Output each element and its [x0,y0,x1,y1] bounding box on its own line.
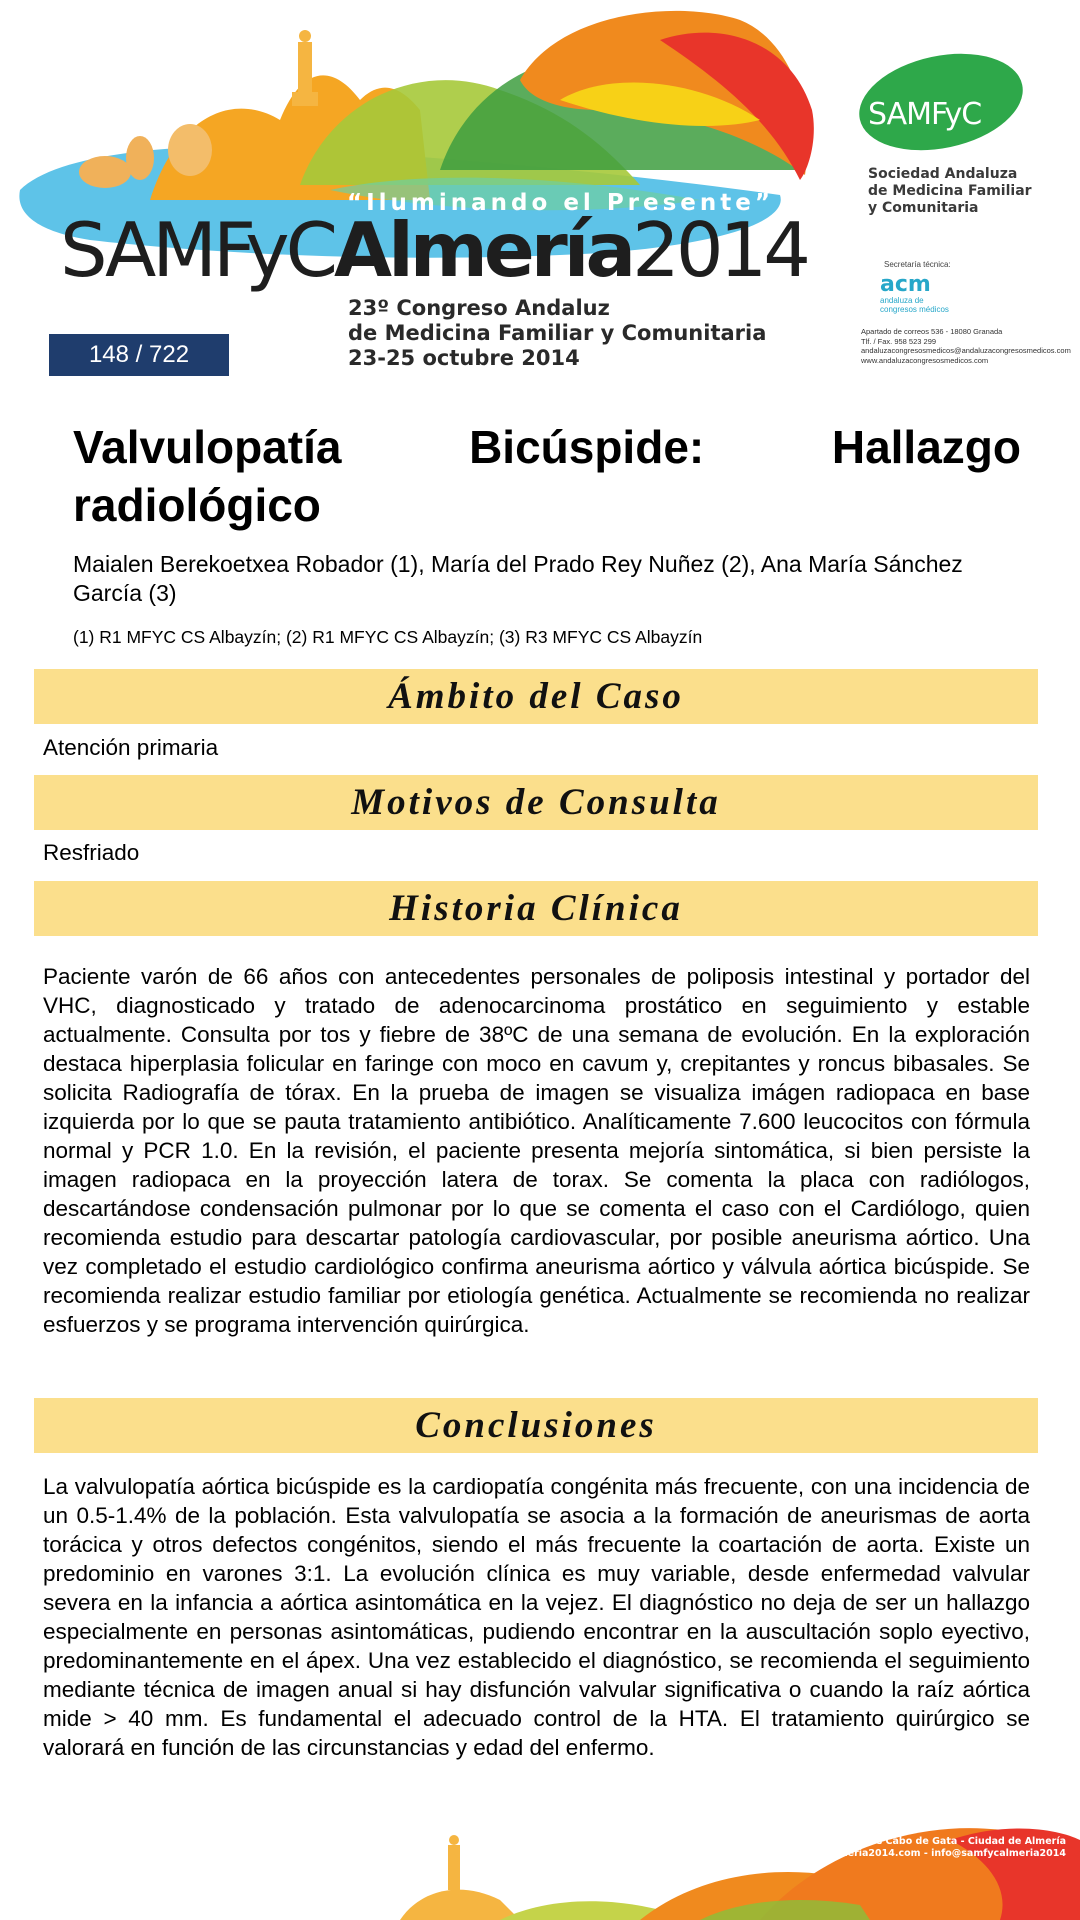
footer-line-2: www.samfycalmeria2014.com - info@samfycalmeria2014 [760,1848,1066,1859]
section-heading-ambito: Ámbito del Caso [34,669,1038,724]
congress-dates: 23-25 octubre 2014 [348,346,580,370]
section-text-historia: Paciente varón de 66 años con antecedentes personales de poliposis intestinal y portador del VHC, diagnosticado y tratado de adenocarcinoma prostático en seguimiento y estable actualmente. Consulta por tos y fiebre de 38ºC de una semana de evolución. En la exploración destaca hiperplasia folicular en faringe con moco en cavum y, crepitantes y roncus bibasales. Se solicita Radiografía de tórax. En la prueba de imagen se visualiza imágen radiopaca en base izquierda por lo que se pauta tratamiento antibiótico. Analíticamente 7.600 leucocitos con fórmula normal y PCR 1.0. En la revisión, el paciente presenta mejoría sintomática, si bien persiste la imagen radiopaca en la proyección latera de torax. Se comenta la placa con radiólogos, descartándose condensación pulmonar por lo que se comenta el caso con el Cardiólogo, quien recomienda estudio para descartar patología cardiovascular, por posible aneurisma aórtico. Una vez completado el estudio cardiológico confirma aneurisma aórtico y válvula aórtica bicúspide. Se recomienda realizar estudio familiar por etiología genética. Actualmente se recomienda no realizar esfuerzos y se programa intervención quirúrgica. [43,964,1030,1337]
contact-phone: Tlf. / Fax. 958 523 299 [861,336,937,346]
congress-tagline: “Iluminando el Presente” [347,190,774,216]
congress-banner [0,0,1080,395]
brand-year: 2014 [632,206,807,294]
secretaria-label: Secretaría técnica: [884,260,951,269]
society-line-1: Sociedad Andaluza [868,166,1018,182]
congress-line-2: de Medicina Familiar y Comunitaria [348,321,767,345]
acm-logo: acm [880,272,931,297]
section-text-ambito: Atención primaria [43,735,219,760]
congress-brand [60,206,807,294]
section-text-conclusiones: La valvulopatía aórtica bicúspide es la cardiopatía congénita más frecuente, con una incidencia de un 0.5-1.4% de la población. Esta valvulopatía se asocia a la formación de aneurismas de aorta torácica y otros defectos congénitos, siendo el más frecuente la coartación de aorta. Existe un predominio en varones 3:1. La evolución clínica es muy variable, desde enfermedad valvular severa en la infancia a aórtica asintomática en la vejez. El diagnóstico no deja de ser un hallazgo especialmente en personas asintomáticas, pudiendo encontrar en la auscultación soplo eyectivo, predominantemente en el ápex. Una vez establecido el diagnóstico, se recomienda el seguimiento mediante técnica de imagen anual si hay disfunción valvular significativa o cuando la raíz aórtica mide > 40 mm. Es fundamental el adecuado control de la HTA. El tratamiento quirúrgico se valorará en función de las circunstancias y edad del enfermo. [43,1474,1030,1760]
contact-web: www.andaluzacongresosmedicos.com [861,355,989,365]
society-name [868,166,1032,217]
society-line-3: y Comunitaria [868,200,979,216]
page-indicator: 148 / 722 [49,334,229,376]
article-title: Valvulopatía Bicúspide: Hallazgo radiológico [73,421,1021,531]
footer-landscape [0,1810,1080,1920]
congress-line-1: 23º Congreso Andaluz [348,296,610,320]
contact-address: Apartado de correos 536 - 18080 Granada [861,327,1003,336]
brand-bold: Almería [334,206,633,294]
footer-artwork [0,1810,1080,1920]
acm-subtitle [880,296,949,314]
contact-info [861,327,1071,365]
section-heading-historia: Historia Clínica [34,881,1038,936]
section-text-motivos: Resfriado [43,840,140,865]
contact-email: andaluzacongresosmedicos@andaluzacongresosmedicos.com [861,346,1071,355]
society-line-2: de Medicina Familiar [868,183,1032,199]
brand-light: SAMFyC [60,206,335,294]
footer-line-1: Sede: Palacio de Congresos Cabo de Gata - Ciudad de Almería [734,1836,1066,1847]
acm-line-2: congresos médicos [880,305,949,314]
congress-details [348,296,766,371]
acm-line-1: andaluza de [880,296,924,305]
samfyc-logo: SAMFyC [868,97,982,132]
article-authors: Maialen Berekoetxea Robador (1), María del Prado Rey Nuñez (2), Ana María Sánchez García (3) [73,551,963,606]
section-heading-conclusiones: Conclusiones [34,1398,1038,1453]
footer-venue [735,1836,1066,1860]
article-affiliations: (1) R1 MFYC CS Albayzín; (2) R1 MFYC CS Albayzín; (3) R3 MFYC CS Albayzín [73,627,703,647]
section-heading-motivos: Motivos de Consulta [34,775,1038,830]
